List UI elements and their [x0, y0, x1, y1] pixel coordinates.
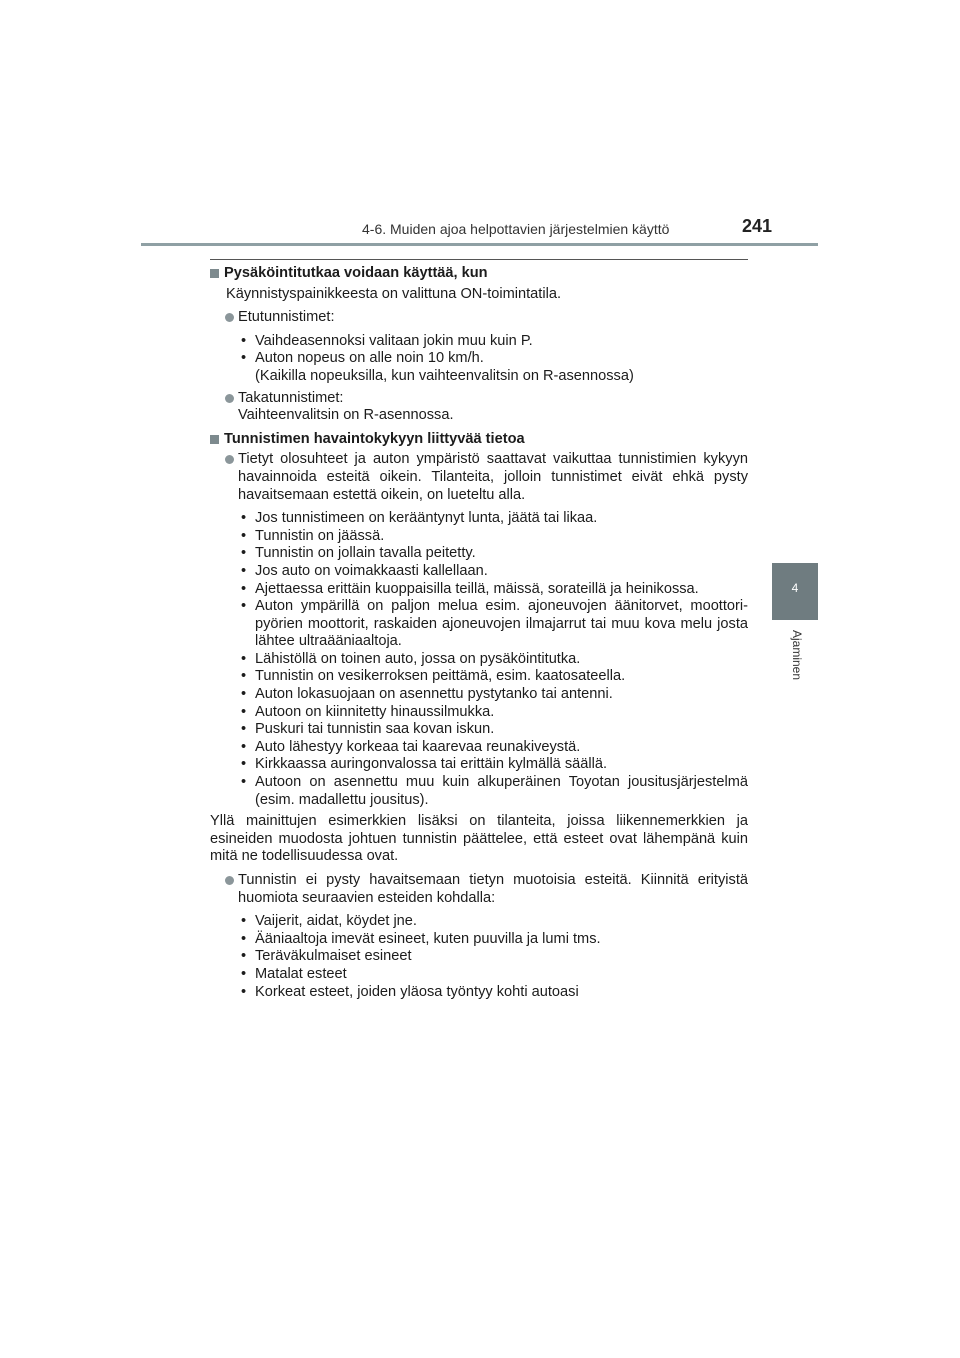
list-item: • Auto lähestyy korkeaa tai kaarevaa reunakiveystä.	[241, 738, 581, 755]
front-sensors-label: Etutunnistimet:	[238, 309, 335, 326]
list-item: • Tunnistin on jollain tavalla peitetty.	[241, 545, 476, 562]
list-item: • Jos auto on voimakkaasti kallellaan.	[241, 562, 488, 579]
section1-heading	[210, 265, 748, 283]
circle-bullet-icon	[225, 313, 234, 322]
bullet-mark: •	[241, 913, 247, 930]
bullet-mark: •	[241, 721, 247, 738]
bullet-mark: •	[241, 562, 247, 579]
summary-paragraph: Yllä mainittujen esimerkkien lisäksi on tilanteita, joissa liikennemerkkien ja esineiden muodosta johtuen tunnistin päättelee, että esteet ovat lähempänä kuin mitä ne todellisuudessa ovat.	[210, 813, 748, 865]
list-item: • Teräväkulmaiset esineet	[241, 948, 412, 965]
bullet-mark: •	[241, 510, 247, 527]
circle-bullet-icon	[225, 394, 234, 403]
bullet-mark: •	[241, 686, 247, 703]
obstacle-list	[210, 913, 748, 1001]
list-item: • Jos tunnistimeen on kerääntynyt lunta, jäätä tai likaa.	[241, 510, 598, 527]
list-item: • Vaijerit, aidat, köydet jne.	[241, 913, 417, 930]
header-rule	[141, 243, 818, 246]
list-item: • Kirkkaassa auringonvalossa tai erittäin kylmällä säällä.	[241, 756, 608, 773]
content	[210, 265, 748, 1005]
bullet-mark: •	[241, 965, 247, 982]
chapter-tab	[772, 563, 818, 620]
square-bullet-icon	[210, 435, 219, 444]
rear-sensors-bullet	[210, 390, 748, 425]
section1-intro: Käynnistyspainikkeesta on valittuna ON-toimintatila.	[226, 285, 562, 302]
section-title: 4-6. Muiden ajoa helpottavien järjestelmien käyttö	[362, 221, 670, 237]
bullet-mark: •	[241, 703, 247, 720]
list-item: • Lähistöllä on toinen auto, jossa on pysäköintitutka.	[241, 650, 581, 667]
bullet-mark: •	[241, 930, 247, 947]
list-item: • Auton nopeus on alle noin 10 km/h. (Kaikilla nopeuksilla, kun vaihteenvalitsin on R-asennossa)	[241, 350, 634, 384]
front-sensors-bullet	[210, 309, 748, 327]
chapter-tab-label: Ajaminen	[790, 630, 804, 681]
list-item: • Matalat esteet	[241, 965, 347, 982]
bullet-mark: •	[241, 332, 247, 349]
list-item: • Autoon on kiinnitetty hinaussilmukka.	[241, 703, 495, 720]
section1-heading-text: Pysäköintitutkaa voidaan käyttää, kun	[224, 265, 488, 281]
list-item: • Auton ympärillä on paljon melua esim. ajoneuvojen äänitorvet, moottori-pyörien moottorit, raskaiden ajoneuvojen ilmajarrut tai muu kova melu josta lähtee ultraääniaaltoja.	[241, 598, 748, 650]
square-bullet-icon	[210, 269, 219, 278]
bullet-mark: •	[241, 983, 247, 1000]
list-item: • Autoon on asennettu muu kuin alkuperäinen Toyotan jousitusjärjestelmä (esim. madallettu jousitus).	[241, 774, 748, 808]
circle-bullet-icon	[225, 455, 234, 464]
front-note: (Kaikilla nopeuksilla, kun vaihteenvalitsin on R-asennossa)	[255, 367, 634, 384]
bullet-mark: •	[241, 948, 247, 965]
content-rule	[210, 259, 748, 260]
front-sensor-conditions	[210, 333, 748, 386]
detection-text: Tietyt olosuhteet ja auton ympäristö saattavat vaikuttaa tunnistimien kykyyn havainnoida esteitä oikein. Tilanteita, jolloin tunnistimet eivät ehkä pysty havaitsemaan estettä oikein, on lueteltu alla.	[238, 451, 748, 503]
rear-sensors-label: Takatunnistimet:	[238, 389, 344, 406]
page-number: 241	[742, 216, 773, 236]
bullet-mark: •	[241, 668, 247, 685]
condition-list	[210, 510, 748, 809]
bullet-mark: •	[241, 580, 247, 597]
bullet-mark: •	[241, 774, 247, 791]
list-item: • Ääniaaltoja imevät esineet, kuten puuvilla ja lumi tms.	[241, 930, 601, 947]
shape-bullet	[210, 872, 748, 907]
bullet-mark: •	[241, 350, 247, 367]
shape-text: Tunnistin ei pysty havaitsemaan tietyn muotoisia esteitä. Kiinnitä erityistä huomiota seuraavien esteiden kohdalla:	[238, 872, 748, 906]
detection-bullet	[210, 451, 748, 504]
circle-bullet-icon	[225, 876, 234, 885]
section2-heading-text: Tunnistimen havaintokykyyn liittyvää tietoa	[224, 430, 525, 447]
list-item: • Vaihdeasennoksi valitaan jokin muu kuin P.	[241, 332, 533, 349]
bullet-mark: •	[241, 598, 247, 615]
section2-heading	[210, 431, 748, 449]
bullet-mark: •	[241, 738, 247, 755]
chapter-tab-number: 4	[791, 581, 799, 595]
bullet-mark: •	[241, 545, 247, 562]
rear-sensors-text: Vaihteenvalitsin on R-asennossa.	[238, 407, 454, 424]
list-item: • Tunnistin on jäässä.	[241, 527, 385, 544]
list-item: • Puskuri tai tunnistin saa kovan iskun.	[241, 721, 495, 738]
list-item: • Ajettaessa erittäin kuoppaisilla teillä, mäissä, sorateillä ja heinikossa.	[241, 580, 699, 597]
bullet-mark: •	[241, 756, 247, 773]
bullet-mark: •	[241, 650, 247, 667]
list-item: • Auton lokasuojaan on asennettu pystytanko tai antenni.	[241, 686, 613, 703]
list-item: • Korkeat esteet, joiden yläosa työntyy kohti autoasi	[241, 983, 579, 1000]
bullet-mark: •	[241, 527, 247, 544]
list-item: • Tunnistin on vesikerroksen peittämä, esim. kaatosateella.	[241, 668, 626, 685]
